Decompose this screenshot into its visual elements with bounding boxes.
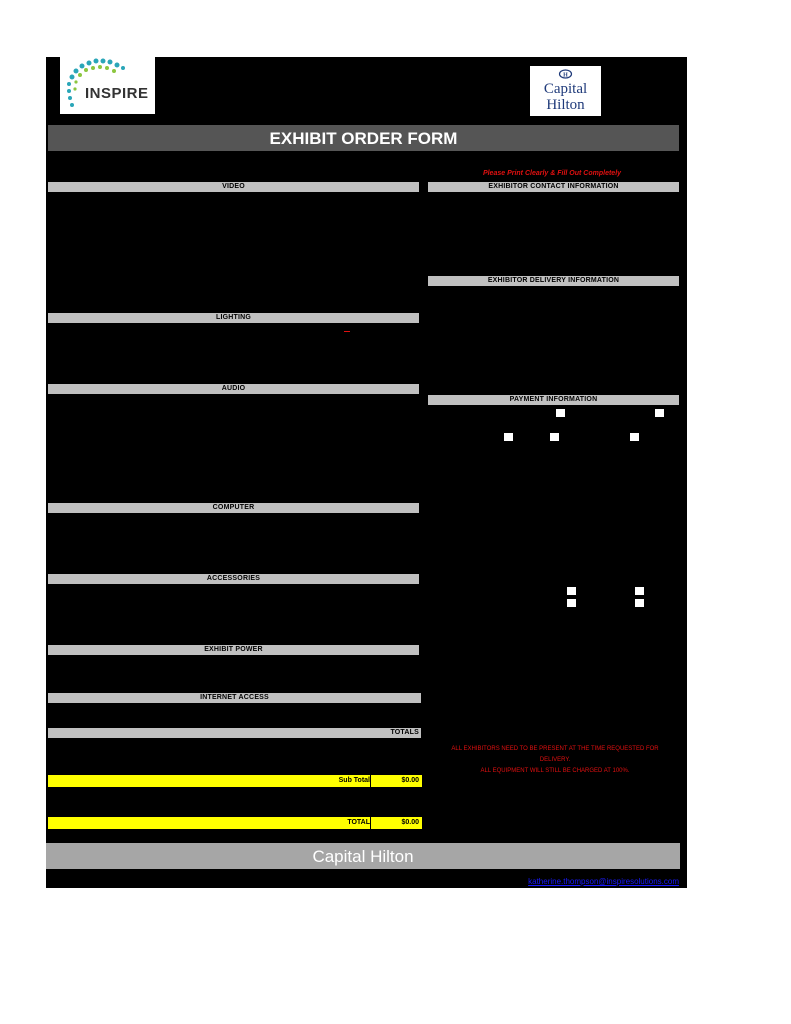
section-payment: PAYMENT INFORMATION — [428, 395, 679, 405]
hilton-emblem-icon — [530, 66, 601, 80]
subtotal-divider — [370, 775, 371, 787]
section-audio: AUDIO — [48, 384, 419, 394]
section-delivery: EXHIBITOR DELIVERY INFORMATION — [428, 276, 679, 286]
option-checkbox[interactable] — [567, 599, 576, 607]
totals-label: TOTALS — [390, 729, 419, 736]
section-contact: EXHIBITOR CONTACT INFORMATION — [428, 182, 679, 192]
payment-checkbox[interactable] — [556, 409, 565, 417]
venue-footer: Capital Hilton — [46, 843, 680, 869]
card-checkbox[interactable] — [630, 433, 639, 441]
card-checkbox[interactable] — [550, 433, 559, 441]
section-exhibit-power: EXHIBIT POWER — [48, 645, 419, 655]
total-label: TOTAL — [347, 819, 370, 826]
form-title: EXHIBIT ORDER FORM — [48, 125, 679, 151]
total-divider — [370, 817, 371, 829]
section-accessories: ACCESSORIES — [48, 574, 419, 584]
capital-hilton-logo — [530, 66, 601, 116]
hilton-logo-line2: Hilton — [546, 97, 585, 113]
contact-email-link[interactable]: katherine.thompson@inspiresolutions.com — [528, 877, 679, 886]
section-totals — [48, 728, 421, 738]
subtotal-label: Sub Total — [338, 777, 370, 784]
red-mark — [344, 331, 350, 332]
warning-line-1: ALL EXHIBITORS NEED TO BE PRESENT AT THE TIME REQUESTED FOR — [451, 746, 659, 752]
section-video: VIDEO — [48, 182, 419, 192]
instruction-note: Please Print Clearly & Fill Out Completely — [482, 170, 622, 177]
card-checkbox[interactable] — [504, 433, 513, 441]
hilton-logo-line1: Capital — [543, 81, 588, 97]
section-lighting: LIGHTING — [48, 313, 419, 323]
option-checkbox[interactable] — [567, 587, 576, 595]
subtotal-value: $0.00 — [401, 777, 419, 784]
total-value: $0.00 — [401, 819, 419, 826]
warning-line-2: DELIVERY. — [539, 757, 571, 763]
option-checkbox[interactable] — [635, 587, 644, 595]
inspire-logo-text: INSPIRE — [85, 85, 149, 102]
payment-checkbox[interactable] — [655, 409, 664, 417]
total-row — [48, 817, 422, 829]
section-internet-access: INTERNET ACCESS — [48, 693, 421, 703]
option-checkbox[interactable] — [635, 599, 644, 607]
inspire-logo — [60, 57, 155, 114]
subtotal-row — [48, 775, 422, 787]
section-computer: COMPUTER — [48, 503, 419, 513]
svg-text:H: H — [563, 72, 568, 79]
warning-line-3: ALL EQUIPMENT WILL STILL BE CHARGED AT 100%. — [480, 768, 630, 774]
